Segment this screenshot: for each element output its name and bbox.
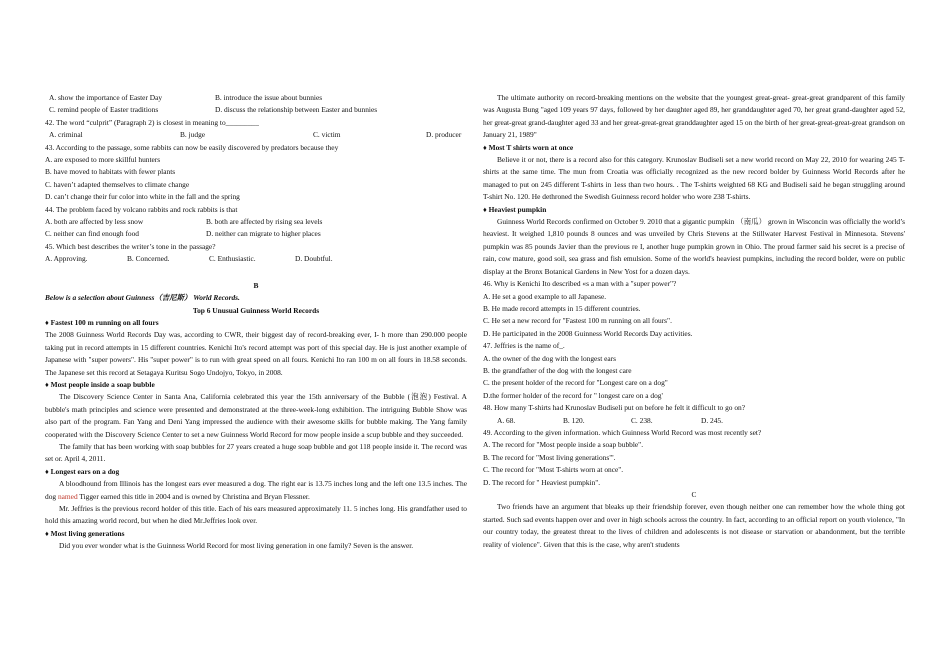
q47-option-c: C. the present holder of the record for "Longest care on a dog" [483,378,668,388]
section-b-intro: Below is a selection about Guinness（吉尼斯） World Records. [45,293,240,303]
q45-option-d: D. Doubtful. [295,254,333,264]
q41-option-c: C. remind people of Easter traditions [49,105,159,115]
left-column [45,92,467,553]
q47-option-d: D.the former holder of the record for " longest care on a dog' [483,390,663,400]
q46-option-c: C. He set a new record for "Fastest 100 m running on all fours". [483,316,672,326]
q46-option-b: B. He made record attempts in 15 different countries. [483,303,641,313]
q46-option-a: A. He set a good example to all Japanese. [483,291,607,301]
paragraph-section-c: Two friends have an argument that bleaks up their friendship forever, even though neither one can remember how the whole thing got started. Such sad events happen over and over in high schools across the country. In fact, according to an official report on youth violence, "In our country today, the greatest threat to the lives of children and adolescents is not disease or starvation or abandonment, but the terrible reality of violence". Given that this is the case, why aren't students [483,502,905,549]
q49-option-a: A. The record for "Most people inside a soap bubble". [483,440,644,450]
q43-option-c: C. haven’t adapted themselves to climate change [45,179,190,189]
q48-stem: 48. How many T-shirts had Krunoslav Budiseli put on before he felt it difficult to go on? [483,403,745,413]
q49-stem: 49. According to the given information. which Guinness World Record was most recently set? [483,427,762,437]
q44-option-d: D. neither can migrate to higher places [206,229,321,239]
heading-soap-bubble: ♦ Most people inside a soap bubble [45,379,155,389]
paragraph-living-generations: Did you ever wonder what is the Guinness World Record for most living generation in one family? Seven is the answer. [59,541,414,551]
q47-option-a: A. the owner of the dog with the longest ears [483,353,616,363]
q46-option-d: D. He participated in the 2008 Guinness World Records Day activities. [483,328,693,338]
q41-option-a: A. show the importance of Easter Day [49,93,163,102]
q49-option-b: B. The record for "Most living generations"'. [483,452,616,462]
heading-heaviest-pumpkin: ♦ Heaviest pumpkin [483,204,547,214]
paragraph-t-shirts: Believe it or not, there is a record also for this category. Krunoslav Budiseli set a new world record on May 22, 2010 for wearing 245 T-shirts at the same time. The mun from Croatia was officially recognized as the new record bolder by Guinness World Records after he managed to put on 245 different T-shirts in 1ess than two hours. . The T-shirts weighted 68 KG and Budiseli said he began struggling around T-shirt No. 120. He dethroned the Swedish Guinness record holder who wore 238 T-shirts. [483,155,905,202]
q45-option-a: A. Approving. [45,254,88,264]
paragraph-longest-ears-text-a: A bloodhound from Illinois has the longest ears ever measured a dog. The right ear is 13.75 inches long and the left one 13.5 inches. The dog [45,479,467,501]
q46-stem: 46. Why is Kenichi Ito described «s a man with a "super power"? [483,279,677,289]
q44-option-a: A. both are affected by less snow [45,217,144,227]
q43-option-a: A. are exposed to more skillful hunters [45,155,161,165]
q49-option-c: C. The record for "Most T-shirts worn at once". [483,465,624,475]
q43-option-d: D. can’t change their fur color into white in the fall and the spring [45,192,240,202]
paragraph-longest-ears-1 [45,478,467,503]
q45-stem: 45. Which best describes the writer’s tone in the passage? [45,241,216,251]
q42-option-d: D. producer [426,130,462,140]
q41-options-row1 [45,92,467,104]
highlighted-word: named [57,491,78,501]
q41-option-b: B. introduce the issue about bunnies [215,93,323,102]
q44-option-c: C. neither can find enough food [45,229,139,239]
q44-stem: 44. The problem faced by volcano rabbits and rock rabbits is that [45,204,238,214]
q45-options [45,253,467,265]
paragraph-generations-cont: The ultimate authority on record-breaking mentions on the website that the youngest great-great- great-great grandparent of this family was Augusta Bung "aged 109 years 97 days, followed by her daughter aged 89, her granddaughter aged 70, her great grand-daughter aged 52, her great-great grand-daughter aged 33 and her great-great-great granddaughter aged 15 on the birth of her great-great-great-great grandson on January 21, 1989" [483,93,905,140]
q44-option-b: B. both are affected by rising sea levels [206,217,323,227]
section-b-heading: B [253,280,259,290]
q48-options [483,415,905,427]
q47-stem: 47. Jeffries is the name of_. [483,341,565,351]
q41-options-row2 [45,104,467,116]
paragraph-longest-ears-2: Mr. Jeffries is the previous record holder of this title. Each of his ears measured approximately 11. 5 inches long. His grandfather used to hold this amazing world record, but when he died Mr.Jeffries look over. [45,504,467,526]
q44-options-row2 [45,228,467,240]
q49-option-d: D. The record for " Heaviest pumpkin". [483,477,601,487]
heading-fastest-100m: ♦ Fastest 100 m running on all fours [45,317,159,327]
q48-option-c: C. 238. [631,415,653,425]
paragraph-longest-ears-text-b: Tigger earned this title in 2004 and is owned by Christina and Bryan Flessner. [77,491,310,501]
q42-option-c: C. victim [313,130,341,140]
heading-living-generations: ♦ Most living generations [45,528,125,538]
q42-option-a: A. criminal [49,130,83,140]
passage-title: Top 6 Unusual Guinness World Records [192,305,320,315]
paragraph-fastest-100m: The 2008 Guinness World Records Day was, according to CWR, their biggest day of record-breaking ever, I- h more than 290.000 people taking put in record attempts in 15 different countries. Kenichi Ito's record attempt was port of this special day. He is just another example of Japanese with "super powers". His "super power" is to run with great speed on all fours. Kenichi Ito ran 100 m on all fours in 18.58 seconds. The Japanese set this record at Setagaya Kuritsu Sogo Undojyo, Tokyo, in 2008. [45,330,467,377]
paragraph-soap-bubble-2: The family that has been working with soap bubbles for 27 years created a huge soap bubble and got 118 people inside it. The record was set or. April 4, 2011. [45,441,467,464]
q42-options [45,129,467,141]
heading-longest-ears: ♦ Longest ears on a dog [45,466,120,476]
q43-option-b: B. have moved to habitats with fewer plants [45,167,176,177]
paragraph-soap-bubble-1: The Discovery Science Center in Santa Ana, California celebrated this year the 15th anniversary of the Bubble (泡泡) Festival. A bubble's math principles and science were presented and demonstrated at the three-week-long exhibition. The intriguing Bubble Show was also part of the program. Fan Yang and Deni Yang impressed the audience with their awesome skills for bubble making. The Yang family cooperated with the Discovery Science Center to set a new Guinness World Record for mow people inside a scup bubble and they succeeded. [45,392,467,439]
q48-option-a: A. 68. [497,415,516,425]
paragraph-heaviest-pumpkin: Guinness World Records confirmed on October 9. 2010 that a gigantic pumpkin （南瓜） grown in Wisconcin was officially the world’s heaviest. It weighed 1,810 pounds 8 ounces and was unveiled by Chris Stevens at the Stillwater Harvest Festival in Minnesota. Stevens' pumpkin was 85 pounds Javier than the previous re I, another huge pumpkin grown in Ohio. The proud farmer said his secret is a precise of rain, cow mature, good soil, sea grass and fish emulsion. Some of the world's heaviest pumpkins, including the record bolder, were on public display at the Bronx Botanical Gardens in New Yost for a dozen days. [483,217,905,276]
q45-option-c: C. Enthusiastic. [209,254,256,264]
q41-option-d: D. discuss the relationship between Easter and bunnies [215,105,378,115]
q42-stem: 42. The word “culprit” (Paragraph 2) is closest in meaning to_________ [45,117,259,127]
q42-option-b: B. judge [180,130,206,140]
q44-options-row1 [45,216,467,228]
q43-stem: 43. According to the passage, some rabbits can now be easily discovered by predators because they [45,142,339,152]
right-column [483,92,905,551]
q45-option-b: B. Concerned. [127,254,170,264]
section-c-heading: C [691,490,697,499]
q47-option-b: B. the grandfather of the dog with the longest care [483,365,632,375]
heading-t-shirts: ♦ Most T shirts worn at once [483,142,574,152]
q48-option-b: B. 120. [563,415,585,425]
q48-option-d: D. 245. [701,415,723,425]
